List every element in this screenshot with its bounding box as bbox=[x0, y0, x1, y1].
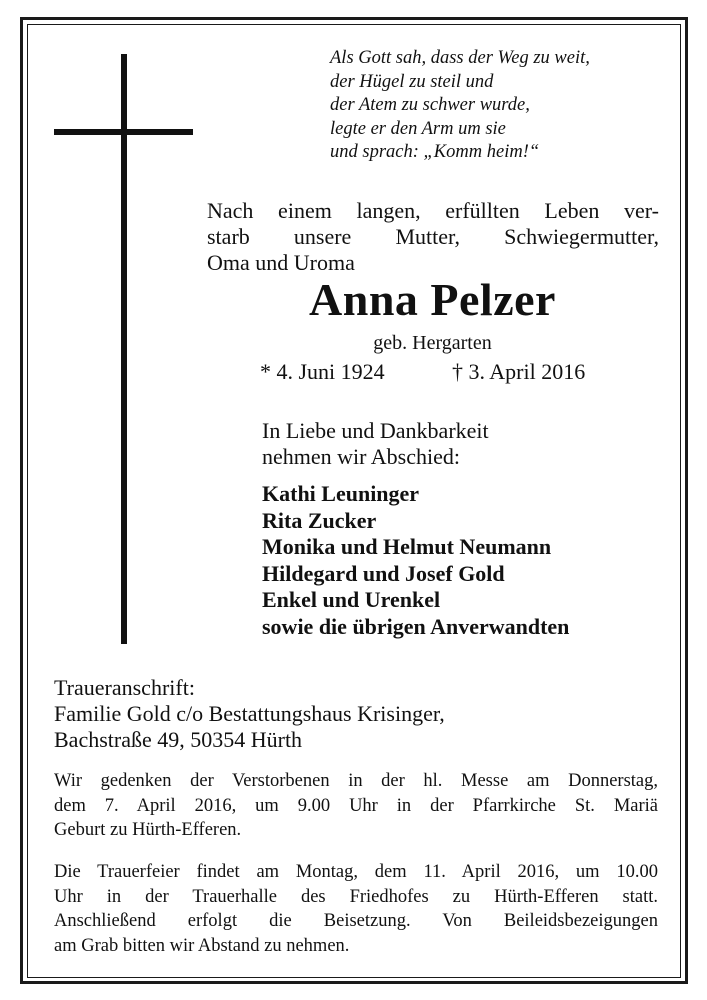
mass-notice-line: Wir gedenken der Verstorbenen in der hl. Messe am Donnerstag, bbox=[54, 771, 658, 791]
mourner-name: sowie die übrigen Anverwandten bbox=[262, 613, 570, 639]
birth-date: * 4. Juni 1924 bbox=[260, 359, 385, 384]
mass-notice-line: Geburt zu Hürth-Efferen. bbox=[54, 820, 242, 840]
mourner-name: Kathi Leuninger bbox=[262, 481, 420, 506]
poem-line: legte er den Arm um sie bbox=[330, 118, 506, 139]
mourner-name: Enkel und Urenkel bbox=[262, 587, 441, 612]
announcement-line: Oma und Uroma bbox=[207, 250, 355, 275]
poem-line: und sprach: „Komm heim!“ bbox=[330, 142, 540, 162]
funeral-notice bbox=[54, 860, 658, 958]
cross-vertical-bar bbox=[121, 54, 127, 644]
funeral-notice-line: Anschließend erfolgt die Beisetzung. Von Beileidsbezeigungen bbox=[54, 911, 658, 931]
farewell-line: In Liebe und Dankbarkeit bbox=[262, 418, 489, 443]
address-line: Bachstraße 49, 50354 Hürth bbox=[54, 727, 303, 752]
poem bbox=[330, 47, 670, 165]
mass-notice-line: dem 7. April 2016, um 9.00 Uhr in der Pfarrkirche St. Mariä bbox=[54, 795, 658, 816]
announcement-line: starb unsere Mutter, Schwiegermutter, bbox=[207, 224, 659, 249]
deceased-name: Anna Pelzer bbox=[309, 274, 556, 325]
poem-line: der Atem zu schwer wurde, bbox=[330, 95, 530, 115]
funeral-notice-line: Uhr in der Trauerhalle des Friedhofes zu Hürth-Efferen statt. bbox=[54, 886, 658, 907]
farewell-line: nehmen wir Abschied: bbox=[262, 444, 460, 469]
maiden-name: geb. Hergarten bbox=[373, 332, 492, 354]
life-dates bbox=[260, 358, 660, 386]
funeral-notice-line: am Grab bitten wir Abstand zu nehmen. bbox=[54, 935, 350, 956]
funeral-notice-line: Die Trauerfeier findet am Montag, dem 11. April 2016, um 10.00 bbox=[54, 862, 658, 882]
mourning-address bbox=[54, 675, 674, 753]
mass-notice bbox=[54, 769, 658, 843]
poem-line: Als Gott sah, dass der Weg zu weit, bbox=[330, 48, 590, 68]
mourner-name: Monika und Helmut Neumann bbox=[262, 534, 552, 559]
mourners-list bbox=[262, 481, 682, 640]
mourner-name: Hildegard und Josef Gold bbox=[262, 560, 505, 586]
address-label: Traueranschrift: bbox=[54, 675, 195, 700]
mourner-name: Rita Zucker bbox=[262, 507, 377, 533]
cross-horizontal-bar bbox=[54, 129, 193, 135]
farewell-text bbox=[262, 418, 662, 470]
announcement-line: Nach einem langen, erfüllten Leben ver- bbox=[207, 198, 659, 223]
poem-line: der Hügel zu steil und bbox=[330, 71, 494, 92]
death-announcement bbox=[207, 198, 659, 276]
address-line: Familie Gold c/o Bestattungshaus Krisinger, bbox=[54, 701, 445, 726]
death-date: † 3. April 2016 bbox=[452, 359, 586, 384]
